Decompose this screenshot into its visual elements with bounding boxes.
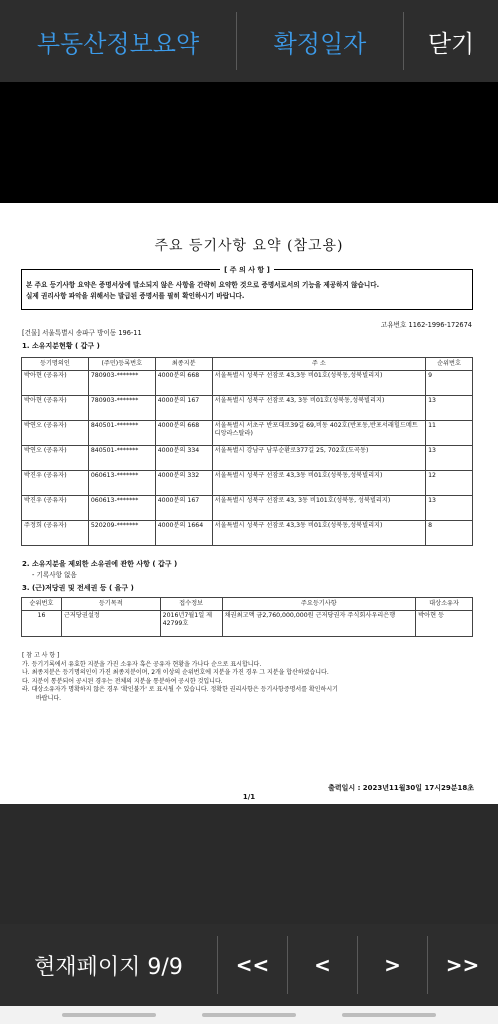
- lien-rank-cell: 16: [22, 611, 62, 637]
- nav-home-button[interactable]: [202, 1013, 296, 1017]
- table-row: [22, 611, 473, 637]
- notice-box: [21, 266, 473, 310]
- note-item: 나. 최종지분은 등기명의인이 가진 최종지분이며, 2개 이상의 순위번호에 지분을 가진 경우 그 지분을 합산하였습니다.: [22, 669, 329, 676]
- note-item: 바랍니다.: [36, 694, 62, 702]
- unique-number: 고유번호 1162-1996-172674: [380, 321, 472, 329]
- document-page: [0, 203, 498, 804]
- table-row: [22, 371, 473, 396]
- nav-recents-button[interactable]: [62, 1013, 156, 1017]
- nav-back-button[interactable]: [342, 1013, 436, 1017]
- owner-id-cell: 840501-*******: [88, 446, 155, 471]
- owner-name-cell: 박연오 (공유자): [22, 421, 89, 446]
- notice-heading: [ 주 의 사 항 ]: [220, 266, 274, 274]
- last-page-button[interactable]: >>: [445, 953, 480, 977]
- lien-purpose-cell: 근저당권설정: [61, 611, 160, 637]
- owner-name-cell: 박진우 (공유자): [22, 471, 89, 496]
- owner-share-cell: 4000분의 167: [155, 496, 212, 521]
- system-nav-bar: [0, 1006, 498, 1024]
- owner-address-cell: 서울특별시 성북구 선잠로 43, 3동 비101호(성북동, 성북빌리지): [212, 496, 425, 521]
- owner-rank-cell: 13: [426, 396, 473, 421]
- first-page-button[interactable]: <<: [235, 953, 270, 977]
- owner-name-cell: 박진우 (공유자): [22, 496, 89, 521]
- lien-table: [21, 597, 473, 637]
- notice-line-2: 실제 권리사항 파악을 위해서는 발급된 증명서를 필히 확인하시기 바랍니다.: [26, 292, 245, 300]
- top-toolbar: [0, 0, 498, 82]
- ownership-table: [21, 357, 473, 546]
- owner-address-cell: 서울특별시 서초구 반포대로39길 69,비동 402호(반포동,반포서래힐드메트디앙라스탈라): [212, 421, 425, 446]
- lien-receipt-cell: 2016년7월1일 제42799호: [160, 611, 222, 637]
- owner-share-cell: 4000분의 334: [155, 446, 212, 471]
- header-cell: 대상소유자: [416, 598, 473, 611]
- owner-share-cell: 4000분의 668: [155, 371, 212, 396]
- header-cell: 주요등기사항: [222, 598, 416, 611]
- table-row: [22, 446, 473, 471]
- header-cell: 등기목적: [61, 598, 160, 611]
- header-cell: 순위번호: [22, 598, 62, 611]
- section-1-heading: 1. 소유지분현황 ( 갑구 ): [22, 342, 100, 350]
- owner-rank-cell: 11: [426, 421, 473, 446]
- section-2-heading: 2. 소유지분을 제외한 소유권에 관한 사항 ( 갑구 ): [22, 560, 178, 568]
- owner-address-cell: 서울특별시 성북구 선잠로 43,3동 비01호(성북동,성북빌리지): [212, 521, 425, 546]
- header-cell: 순위번호: [426, 358, 473, 371]
- owner-name-cell: 주정희 (공유자): [22, 521, 89, 546]
- owner-address-cell: 서울특별시 성북구 선잠로 43,3동 비01호(성북동,성북빌리지): [212, 471, 425, 496]
- table-row: [22, 496, 473, 521]
- owner-name-cell: 박아현 (공유자): [22, 396, 89, 421]
- table-header-row: [22, 598, 473, 611]
- owner-id-cell: 520209-*******: [88, 521, 155, 546]
- owner-rank-cell: 12: [426, 471, 473, 496]
- owner-share-cell: 4000분의 167: [155, 396, 212, 421]
- header-cell: (주민)등록번호: [88, 358, 155, 371]
- viewer-background: [0, 82, 498, 203]
- viewer-background: [0, 804, 498, 924]
- owner-name-cell: 박아현 (공유자): [22, 371, 89, 396]
- owner-id-cell: 060613-*******: [88, 471, 155, 496]
- table-row: [22, 521, 473, 546]
- confirm-date-button[interactable]: 확정일자: [273, 29, 367, 58]
- note-item: 라. 대상소유자가 명확하지 않은 경우 '확인불가' 로 표시될 수 있습니다. 정확한 권리사항은 등기사항증명서를 확인하시기: [22, 686, 338, 693]
- table-row: [22, 421, 473, 446]
- owner-id-cell: 780903-*******: [88, 396, 155, 421]
- next-page-button[interactable]: >: [384, 953, 401, 977]
- owner-address-cell: 서울특별시 성북구 선잠로 43,3동 비01호(성북동,성북빌리지): [212, 371, 425, 396]
- owner-name-cell: 박연오 (공유자): [22, 446, 89, 471]
- owner-address-cell: 서울특별시 성북구 선잠로 43, 3동 비01호(성북동,성북빌리지): [212, 396, 425, 421]
- owner-share-cell: 4000분의 332: [155, 471, 212, 496]
- document-title: 주요 등기사항 요약 (참고용): [154, 238, 344, 254]
- building-address: [건물] 서울특별시 송파구 방이동 196-11: [22, 329, 142, 337]
- property-summary-button[interactable]: 부동산정보요약: [36, 29, 200, 58]
- notice-line-1: 본 주요 등기사항 요약은 증명서상에 말소되지 않은 사항을 간략히 요약한 것으로 증명서로서의 기능을 제공하지 않습니다.: [26, 281, 380, 289]
- table-header-row: [22, 358, 473, 371]
- header-cell: 최종지분: [155, 358, 212, 371]
- owner-rank-cell: 13: [426, 496, 473, 521]
- owner-share-cell: 4000분의 1664: [155, 521, 212, 546]
- note-item: 가. 등기기록에서 유효한 지분을 가진 소유자 혹은 공유자 현황을 가나다 순으로 표시합니다.: [22, 660, 262, 668]
- header-cell: 등기명의인: [22, 358, 89, 371]
- close-button[interactable]: 닫기: [427, 29, 475, 58]
- header-cell: 주 소: [212, 358, 425, 371]
- header-cell: 접수정보: [160, 598, 222, 611]
- owner-rank-cell: 8: [426, 521, 473, 546]
- section-3-heading: 3. (근)저당권 및 전세권 등 ( 을구 ): [22, 584, 134, 592]
- document-page-number: 1/1: [242, 793, 256, 801]
- owner-rank-cell: 9: [426, 371, 473, 396]
- prev-page-button[interactable]: <: [314, 953, 331, 977]
- owner-share-cell: 4000분의 668: [155, 421, 212, 446]
- owner-id-cell: 840501-*******: [88, 421, 155, 446]
- lien-owner-cell: 박아현 등: [416, 611, 473, 637]
- section-2-body: - 기록사항 없음: [32, 571, 77, 579]
- owner-address-cell: 서울특별시 강남구 남부순환로377길 25, 702호(도곡동): [212, 446, 425, 471]
- owner-rank-cell: 13: [426, 446, 473, 471]
- reference-notes: [22, 652, 474, 703]
- lien-details-cell: 채권최고액 금2,760,000,000원 근저당권자 주식회사우리은행: [222, 611, 416, 637]
- owner-id-cell: 060613-*******: [88, 496, 155, 521]
- note-item: 다. 지분이 통분되어 공시된 경우는 전체의 지분을 통분하여 공시한 것입니다.: [22, 677, 223, 685]
- table-row: [22, 471, 473, 496]
- output-timestamp: 출력일시 : 2023년11월30일 17시29분18초: [328, 784, 474, 792]
- table-row: [22, 396, 473, 421]
- page-navigator: [0, 924, 498, 1006]
- notes-heading: [ 참 고 사 항 ]: [22, 652, 60, 659]
- owner-id-cell: 780903-*******: [88, 371, 155, 396]
- current-page-label: 현재페이지 9/9: [34, 954, 183, 980]
